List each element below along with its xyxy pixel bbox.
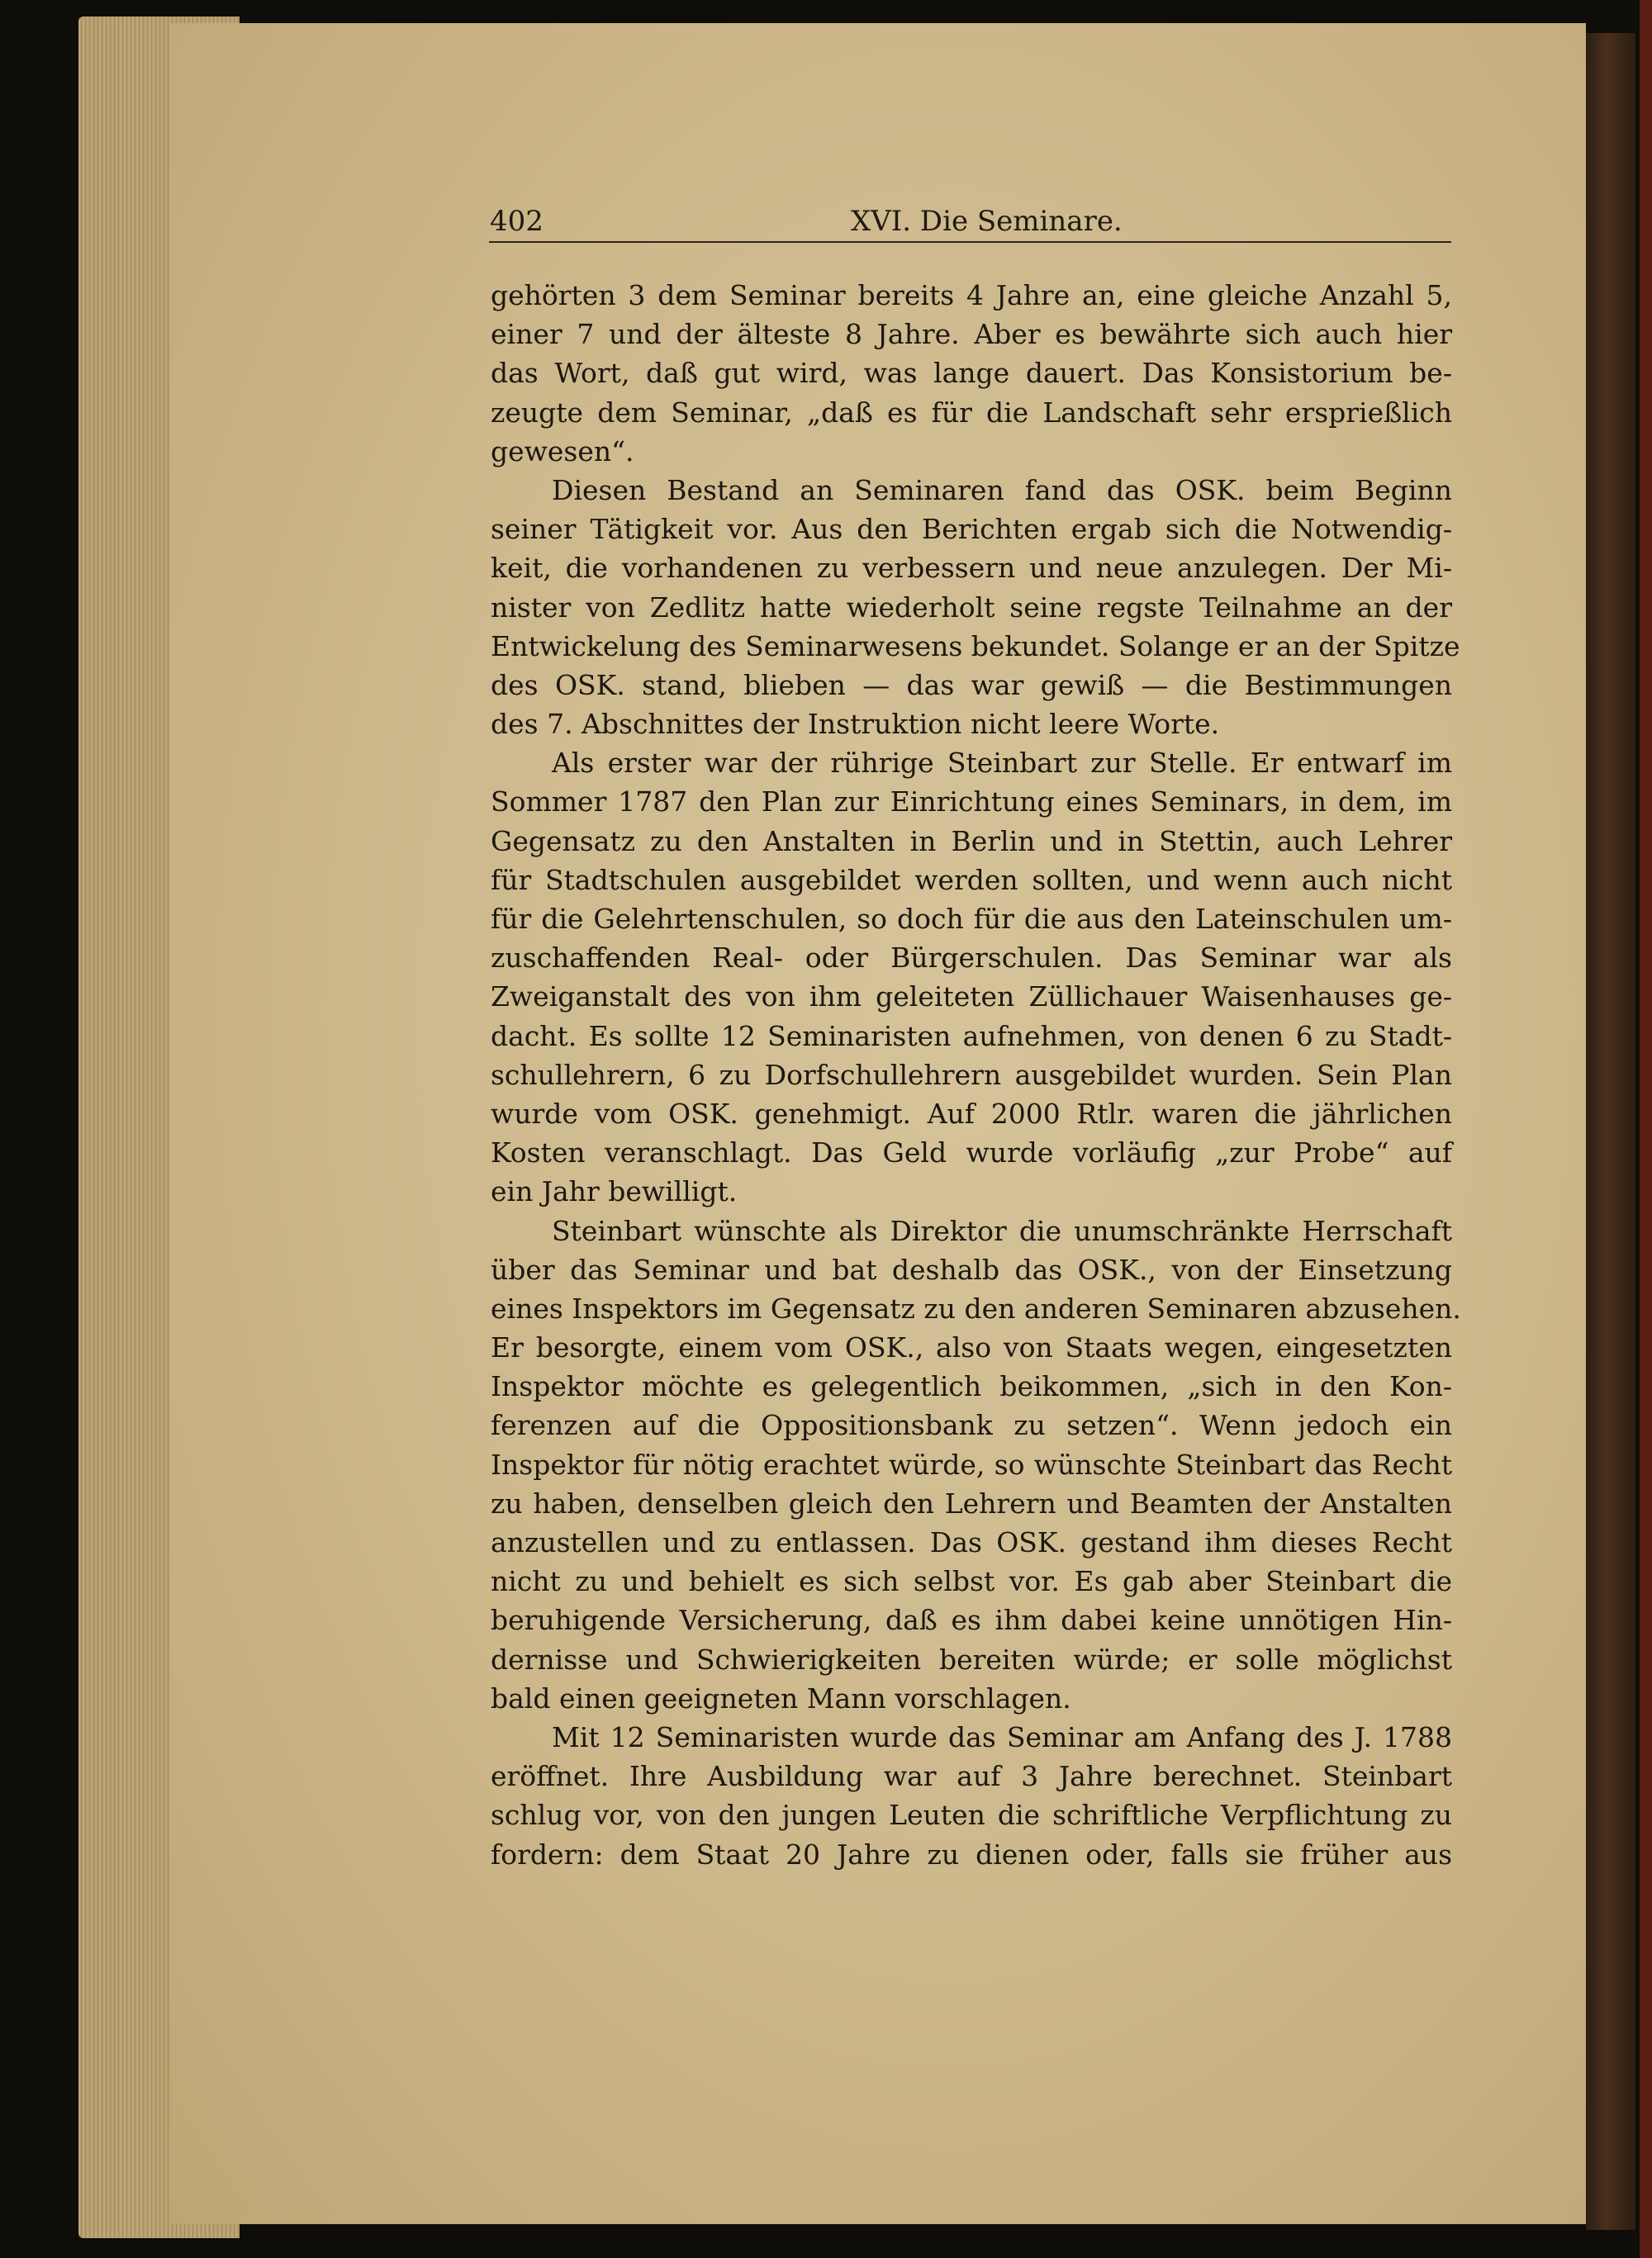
text-line: Als erster war der rührige Steinbart zur Stelle. Er entwarf im	[552, 747, 1452, 780]
text-line: ferenzen auf die Oppositionsbank zu setzen“. Wenn jedoch ein	[491, 1409, 1452, 1442]
text-line: Diesen Bestand an Seminaren fand das OSK. beim Beginn	[552, 473, 1452, 506]
text-line: für Stadtschulen ausgebildet werden sollten, und wenn auch nicht	[491, 863, 1452, 896]
text-line: bald einen geeigneten Mann vorschlagen.	[491, 1682, 1071, 1715]
text-line: des 7. Abschnittes der Instruktion nicht leere Worte.	[491, 708, 1220, 741]
text-line: Mit 12 Seminaristen wurde das Seminar am Anfang des J. 1788	[552, 1720, 1452, 1753]
text-line: einer 7 und der älteste 8 Jahre. Aber es bewährte sich auch hier	[491, 318, 1452, 351]
text-line: dacht. Es sollte 12 Seminaristen aufnehmen, von denen 6 zu Stadt-	[491, 1019, 1452, 1052]
facing-page-edge	[1586, 33, 1635, 2230]
text-line: ein Jahr bewilligt.	[491, 1175, 738, 1208]
text-line: eröffnet. Ihre Ausbildung war auf 3 Jahre berechnet. Steinbart	[491, 1760, 1452, 1793]
text-line: zuschaffenden Real- oder Bürgerschulen. Das Seminar war als	[491, 942, 1452, 975]
running-head	[487, 202, 1452, 238]
text-line: des OSK. stand, blieben — das war gewiß — die Bestimmungen	[491, 668, 1452, 701]
text-line: zeugte dem Seminar, „daß es für die Landschaft sehr ersprießlich	[491, 396, 1452, 429]
text-line: fordern: dem Staat 20 Jahre zu dienen oder, falls sie früher aus	[491, 1838, 1452, 1871]
text-line: Steinbart wünschte als Direktor die unumschränkte Herrschaft	[552, 1214, 1452, 1247]
text-line: gehörten 3 dem Seminar bereits 4 Jahre an, eine gleiche Anzahl 5,	[491, 279, 1452, 311]
text-line: Zweiganstalt des von ihm geleiteten Züllichauer Waisenhauses ge-	[491, 980, 1452, 1013]
text-line: seiner Tätigkeit vor. Aus den Berichten ergab sich die Notwendig-	[491, 513, 1452, 546]
text-line: zu haben, denselben gleich den Lehrern und Beamten der Anstalten	[491, 1487, 1452, 1520]
header-rule	[489, 241, 1451, 243]
book-cover-edge	[1640, 0, 1652, 2258]
text-line: Sommer 1787 den Plan zur Einrichtung eines Seminars, in dem, im	[491, 785, 1452, 818]
text-line: nister von Zedlitz hatte wiederholt seine regste Teilnahme an der	[491, 591, 1452, 624]
text-line: über das Seminar und bat deshalb das OSK., von der Einsetzung	[491, 1253, 1452, 1286]
text-line: Inspektor möchte es gelegentlich beikommen, „sich in den Kon-	[491, 1370, 1452, 1403]
text-line: Gegensatz zu den Anstalten in Berlin und in Stettin, auch Lehrer	[491, 824, 1452, 857]
text-line: Inspektor für nötig erachtet würde, so wünschte Steinbart das Recht	[491, 1448, 1452, 1481]
text-line: nicht zu und behielt es sich selbst vor. Es gab aber Steinbart die	[491, 1565, 1452, 1598]
text-line: beruhigende Versicherung, daß es ihm dabei keine unnötigen Hin-	[491, 1604, 1452, 1637]
text-line: für die Gelehrtenschulen, so doch für die aus den Lateinschulen um-	[491, 903, 1452, 935]
text-line: wurde vom OSK. genehmigt. Auf 2000 Rtlr. waren die jährlichen	[491, 1097, 1452, 1130]
text-line: anzustellen und zu entlassen. Das OSK. gestand ihm dieses Recht	[491, 1526, 1452, 1558]
page-number: 402	[490, 205, 544, 238]
text-line: eines Inspektors im Gegensatz zu den anderen Seminaren abzusehen.	[491, 1292, 1461, 1325]
text-line: schullehrern, 6 zu Dorfschullehrern ausgebildet wurden. Sein Plan	[491, 1058, 1452, 1091]
body-text	[491, 276, 1461, 1874]
text-line: schlug vor, von den jungen Leuten die schriftliche Verpflichtung zu	[491, 1799, 1452, 1832]
text-line: Entwickelung des Seminarwesens bekundet. Solange er an der Spitze	[491, 629, 1460, 662]
text-line: das Wort, daß gut wird, was lange dauert. Das Konsistorium be-	[491, 357, 1452, 390]
text-line: Er besorgte, einem vom OSK., also von Staats wegen, eingesetzten	[491, 1331, 1452, 1364]
chapter-title: XVI. Die Seminare.	[851, 205, 1123, 238]
text-line: dernisse und Schwierigkeiten bereiten würde; er solle möglichst	[491, 1643, 1452, 1676]
text-line: keit, die vorhandenen zu verbessern und neue anzulegen. Der Mi-	[491, 552, 1452, 585]
text-line: gewesen“.	[491, 434, 634, 467]
text-line: Kosten veranschlagt. Das Geld wurde vorläufig „zur Probe“ auf	[491, 1136, 1452, 1169]
